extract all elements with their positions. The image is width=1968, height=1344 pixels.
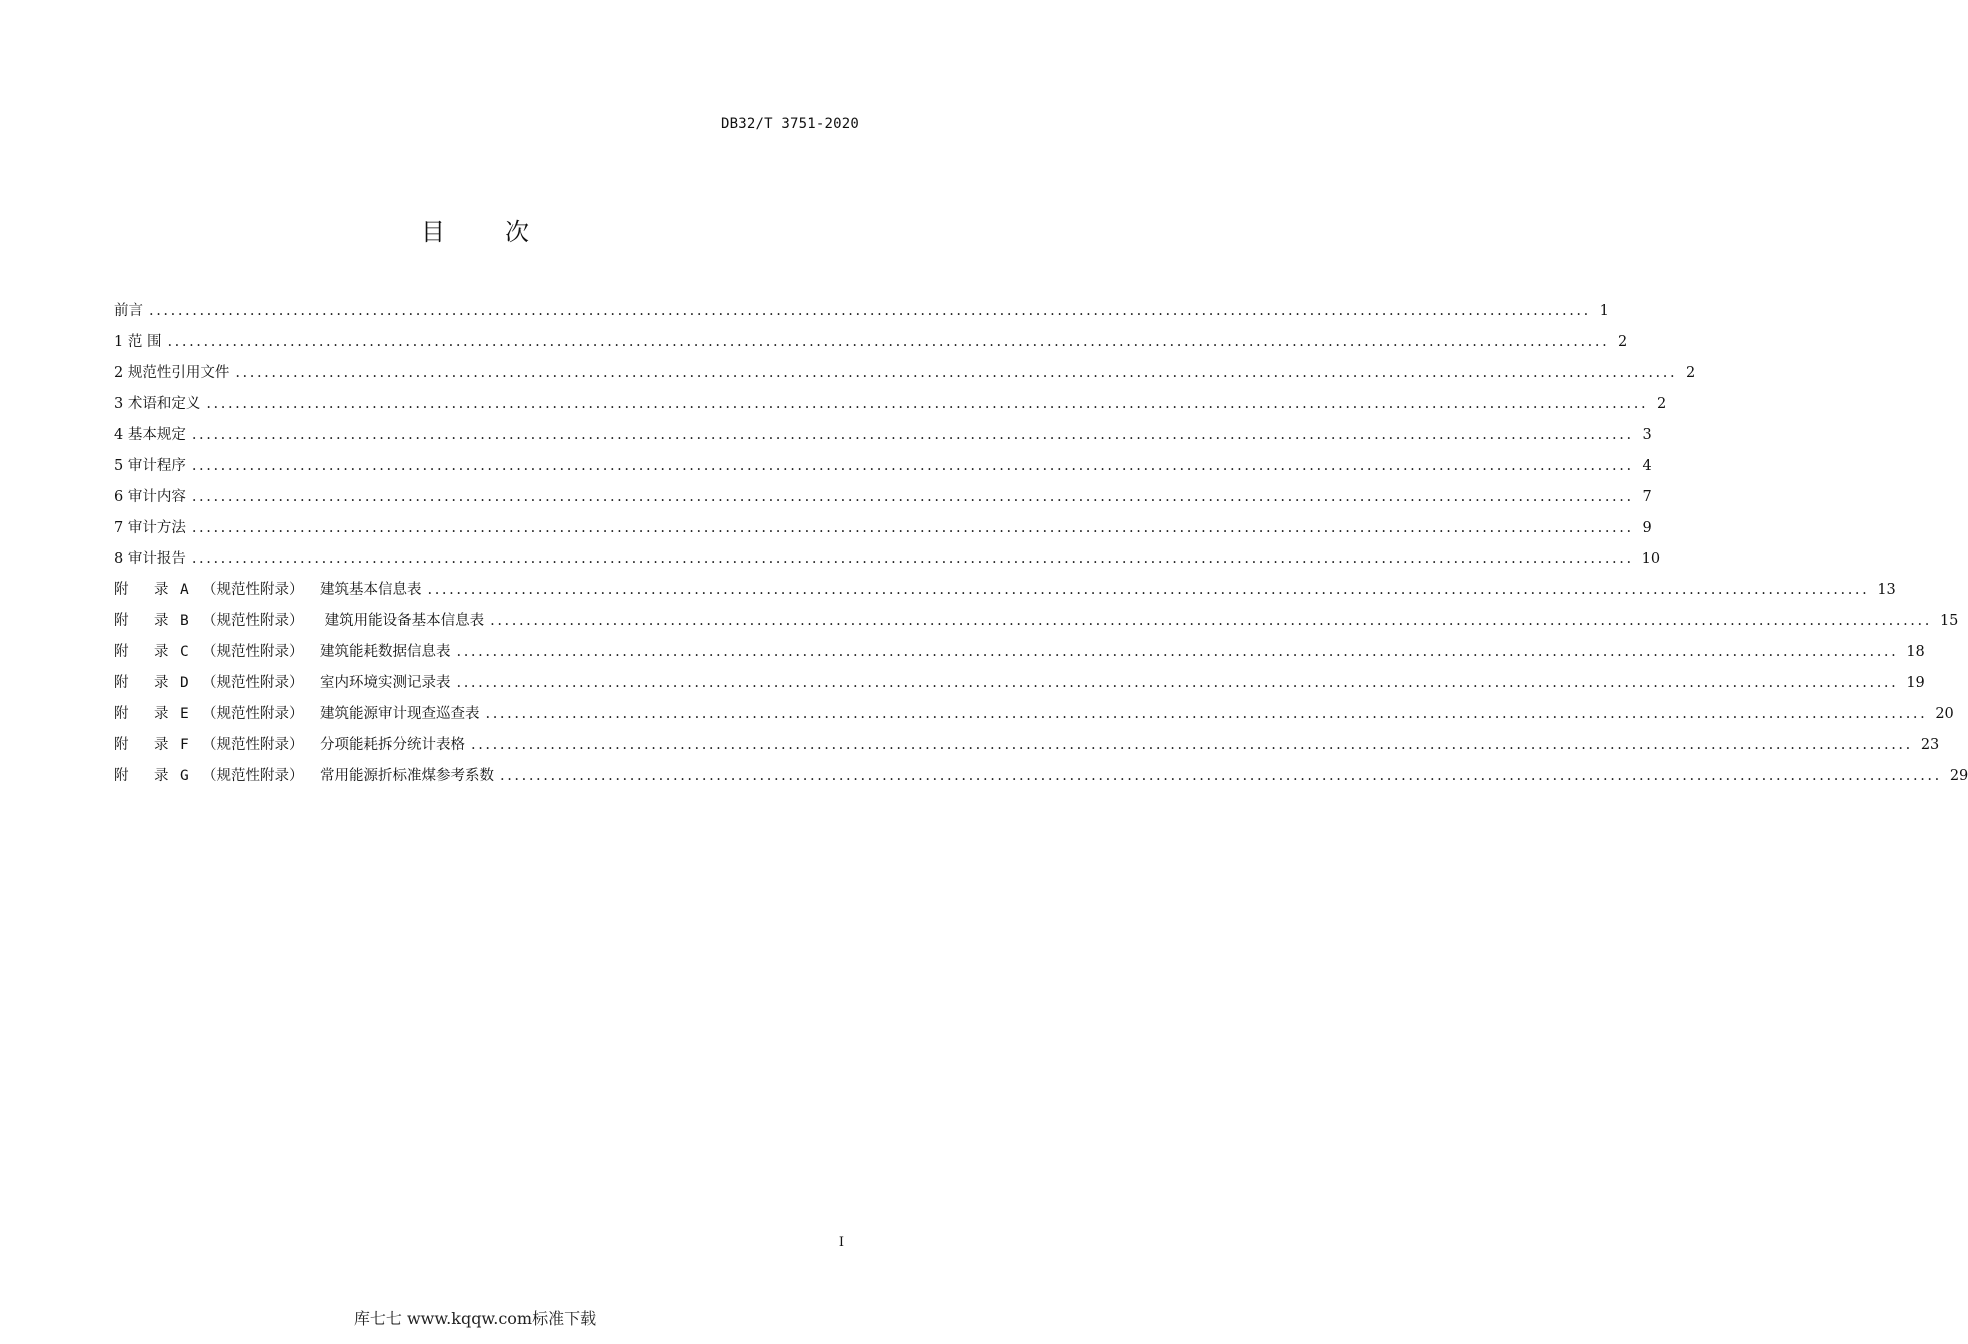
appendix-prefix-1: 附 <box>114 582 129 598</box>
toc-entry-page: 10 <box>1641 551 1661 567</box>
toc-entry-page: 9 <box>1642 520 1652 536</box>
appendix-kind: （规范性附录） <box>202 644 304 660</box>
toc-entry-audit-procedure[interactable] <box>114 451 1652 482</box>
appendix-kind: （规范性附录） <box>202 675 304 691</box>
document-code: DB32/T 3751-2020 <box>720 116 859 132</box>
toc-appendix-d[interactable] <box>114 668 1925 699</box>
toc-entry-page: 2 <box>1618 334 1628 350</box>
toc-appendix-a[interactable] <box>114 575 1896 606</box>
toc-leader-dots: ........................................................................................................................................................................................................ <box>456 675 1899 691</box>
appendix-kind: （规范性附录） <box>202 768 304 784</box>
appendix-title: 室内环境实测记录表 <box>320 675 451 691</box>
appendix-title: 分项能耗拆分统计表格 <box>320 737 465 753</box>
toc-leader-dots: ........................................................................................................................................................................................................ <box>471 737 1913 753</box>
toc-appendix-label <box>114 575 422 606</box>
appendix-prefix-2: 录 <box>154 644 169 660</box>
appendix-letter: A <box>180 582 189 598</box>
appendix-prefix-2: 录 <box>154 768 169 784</box>
toc-leader-dots: ........................................................................................................................................................................................................ <box>500 768 1942 784</box>
appendix-title: 建筑用能设备基本信息表 <box>320 613 485 629</box>
appendix-kind: （规范性附录） <box>202 737 304 753</box>
toc-leader-dots: ........................................................................................................................................................................................................ <box>191 427 1634 443</box>
toc-entry-page: 2 <box>1656 396 1667 412</box>
page-number: I <box>838 1235 844 1250</box>
toc-leader-dots: ........................................................................................................................................................................................................ <box>427 582 1870 598</box>
toc-appendix-e[interactable] <box>114 699 1954 730</box>
toc-appendix-f[interactable] <box>114 730 1940 761</box>
appendix-title: 建筑能源审计现查巡查表 <box>320 706 480 722</box>
toc-entry-foreword[interactable] <box>114 296 1609 327</box>
toc-entry-label: 5 审计程序 <box>114 458 186 474</box>
toc-entry-page: 23 <box>1920 737 1940 753</box>
appendix-kind: （规范性附录） <box>202 582 304 598</box>
toc-entry-page: 4 <box>1642 458 1652 474</box>
footer-watermark: 库七七 www.kqqw.com标准下载 <box>353 1309 597 1328</box>
toc-entry-basic-provisions[interactable] <box>114 420 1652 451</box>
toc-entry-label: 2 规范性引用文件 <box>114 365 230 381</box>
toc-appendix-label <box>114 668 451 699</box>
appendix-letter: F <box>180 737 189 753</box>
toc-appendix-label <box>114 637 451 668</box>
appendix-title: 常用能源折标准煤参考系数 <box>320 768 494 784</box>
toc-entry-page: 18 <box>1906 644 1925 660</box>
toc-appendix-g[interactable] <box>114 761 1968 792</box>
appendix-title: 建筑基本信息表 <box>320 582 422 598</box>
toc-leader-dots: ........................................................................................................................................................................................................ <box>206 396 1649 412</box>
toc-entry-label: 4 基本规定 <box>114 427 186 443</box>
toc-entry-page: 7 <box>1642 489 1652 505</box>
toc-entry-page: 1 <box>1599 303 1609 319</box>
appendix-prefix-1: 附 <box>114 768 129 784</box>
toc-appendix-b[interactable] <box>114 606 1959 637</box>
toc-leader-dots: ........................................................................................................................................................................................................ <box>456 644 1899 660</box>
appendix-prefix-1: 附 <box>114 737 129 753</box>
toc-entry-terms-definitions[interactable] <box>114 389 1667 420</box>
appendix-title: 建筑能耗数据信息表 <box>320 644 451 660</box>
toc-leader-dots: ........................................................................................................................................................................................................ <box>191 551 1634 567</box>
toc-leader-dots: ........................................................................................................................................................................................................ <box>149 303 1591 319</box>
toc-entry-audit-content[interactable] <box>114 482 1652 513</box>
appendix-prefix-1: 附 <box>114 706 129 722</box>
toc-entry-page: 19 <box>1906 675 1925 691</box>
toc-entry-label: 6 审计内容 <box>114 489 186 505</box>
toc-leader-dots: ........................................................................................................................................................................................................ <box>191 489 1634 505</box>
toc-entry-page: 29 <box>1949 768 1968 784</box>
appendix-letter: D <box>180 675 189 691</box>
toc-entry-audit-method[interactable] <box>114 513 1652 544</box>
toc-leader-dots: ........................................................................................................................................................................................................ <box>191 520 1634 536</box>
toc-entry-label: 7 审计方法 <box>114 520 186 536</box>
toc-entry-page: 15 <box>1939 613 1959 629</box>
toc-title-char-2: 次 <box>505 218 529 246</box>
table-of-contents <box>114 296 1968 792</box>
toc-title <box>0 212 950 247</box>
appendix-prefix-1: 附 <box>114 675 129 691</box>
toc-entry-label: 8 审计报告 <box>114 551 186 567</box>
toc-appendix-label <box>114 699 480 730</box>
appendix-letter: C <box>180 644 189 660</box>
toc-leader-dots: ........................................................................................................................................................................................................ <box>191 458 1634 474</box>
toc-leader-dots: ........................................................................................................................................................................................................ <box>235 365 1678 381</box>
toc-leader-dots: ........................................................................................................................................................................................................ <box>485 706 1928 722</box>
toc-entry-normative-references[interactable] <box>114 358 1696 389</box>
toc-title-char-1: 目 <box>421 218 445 246</box>
appendix-prefix-2: 录 <box>154 582 169 598</box>
appendix-prefix-1: 附 <box>114 644 129 660</box>
appendix-prefix-2: 录 <box>154 613 169 629</box>
appendix-prefix-2: 录 <box>154 737 169 753</box>
appendix-prefix-1: 附 <box>114 613 129 629</box>
toc-appendix-label <box>114 730 465 761</box>
toc-entry-label: 3 术语和定义 <box>114 396 201 412</box>
appendix-prefix-2: 录 <box>154 706 169 722</box>
appendix-kind: （规范性附录） <box>202 706 304 722</box>
toc-leader-dots: ........................................................................................................................................................................................................ <box>167 334 1610 350</box>
appendix-letter: E <box>180 706 189 722</box>
toc-entry-label: 1 范 围 <box>114 334 162 350</box>
toc-appendix-c[interactable] <box>114 637 1925 668</box>
appendix-letter: B <box>180 613 189 629</box>
toc-entry-page: 13 <box>1877 582 1896 598</box>
toc-entry-audit-report[interactable] <box>114 544 1661 575</box>
appendix-prefix-2: 录 <box>154 675 169 691</box>
toc-entry-page: 20 <box>1935 706 1954 722</box>
toc-entry-scope[interactable] <box>114 327 1628 358</box>
toc-entry-page: 3 <box>1642 427 1652 443</box>
toc-appendix-label <box>114 761 494 792</box>
appendix-kind: （规范性附录） <box>202 613 304 629</box>
toc-entry-page: 2 <box>1685 365 1696 381</box>
toc-leader-dots: ........................................................................................................................................................................................................ <box>490 613 1932 629</box>
appendix-letter: G <box>180 768 189 784</box>
toc-appendix-label <box>114 606 484 637</box>
toc-entry-label: 前言 <box>114 303 143 319</box>
